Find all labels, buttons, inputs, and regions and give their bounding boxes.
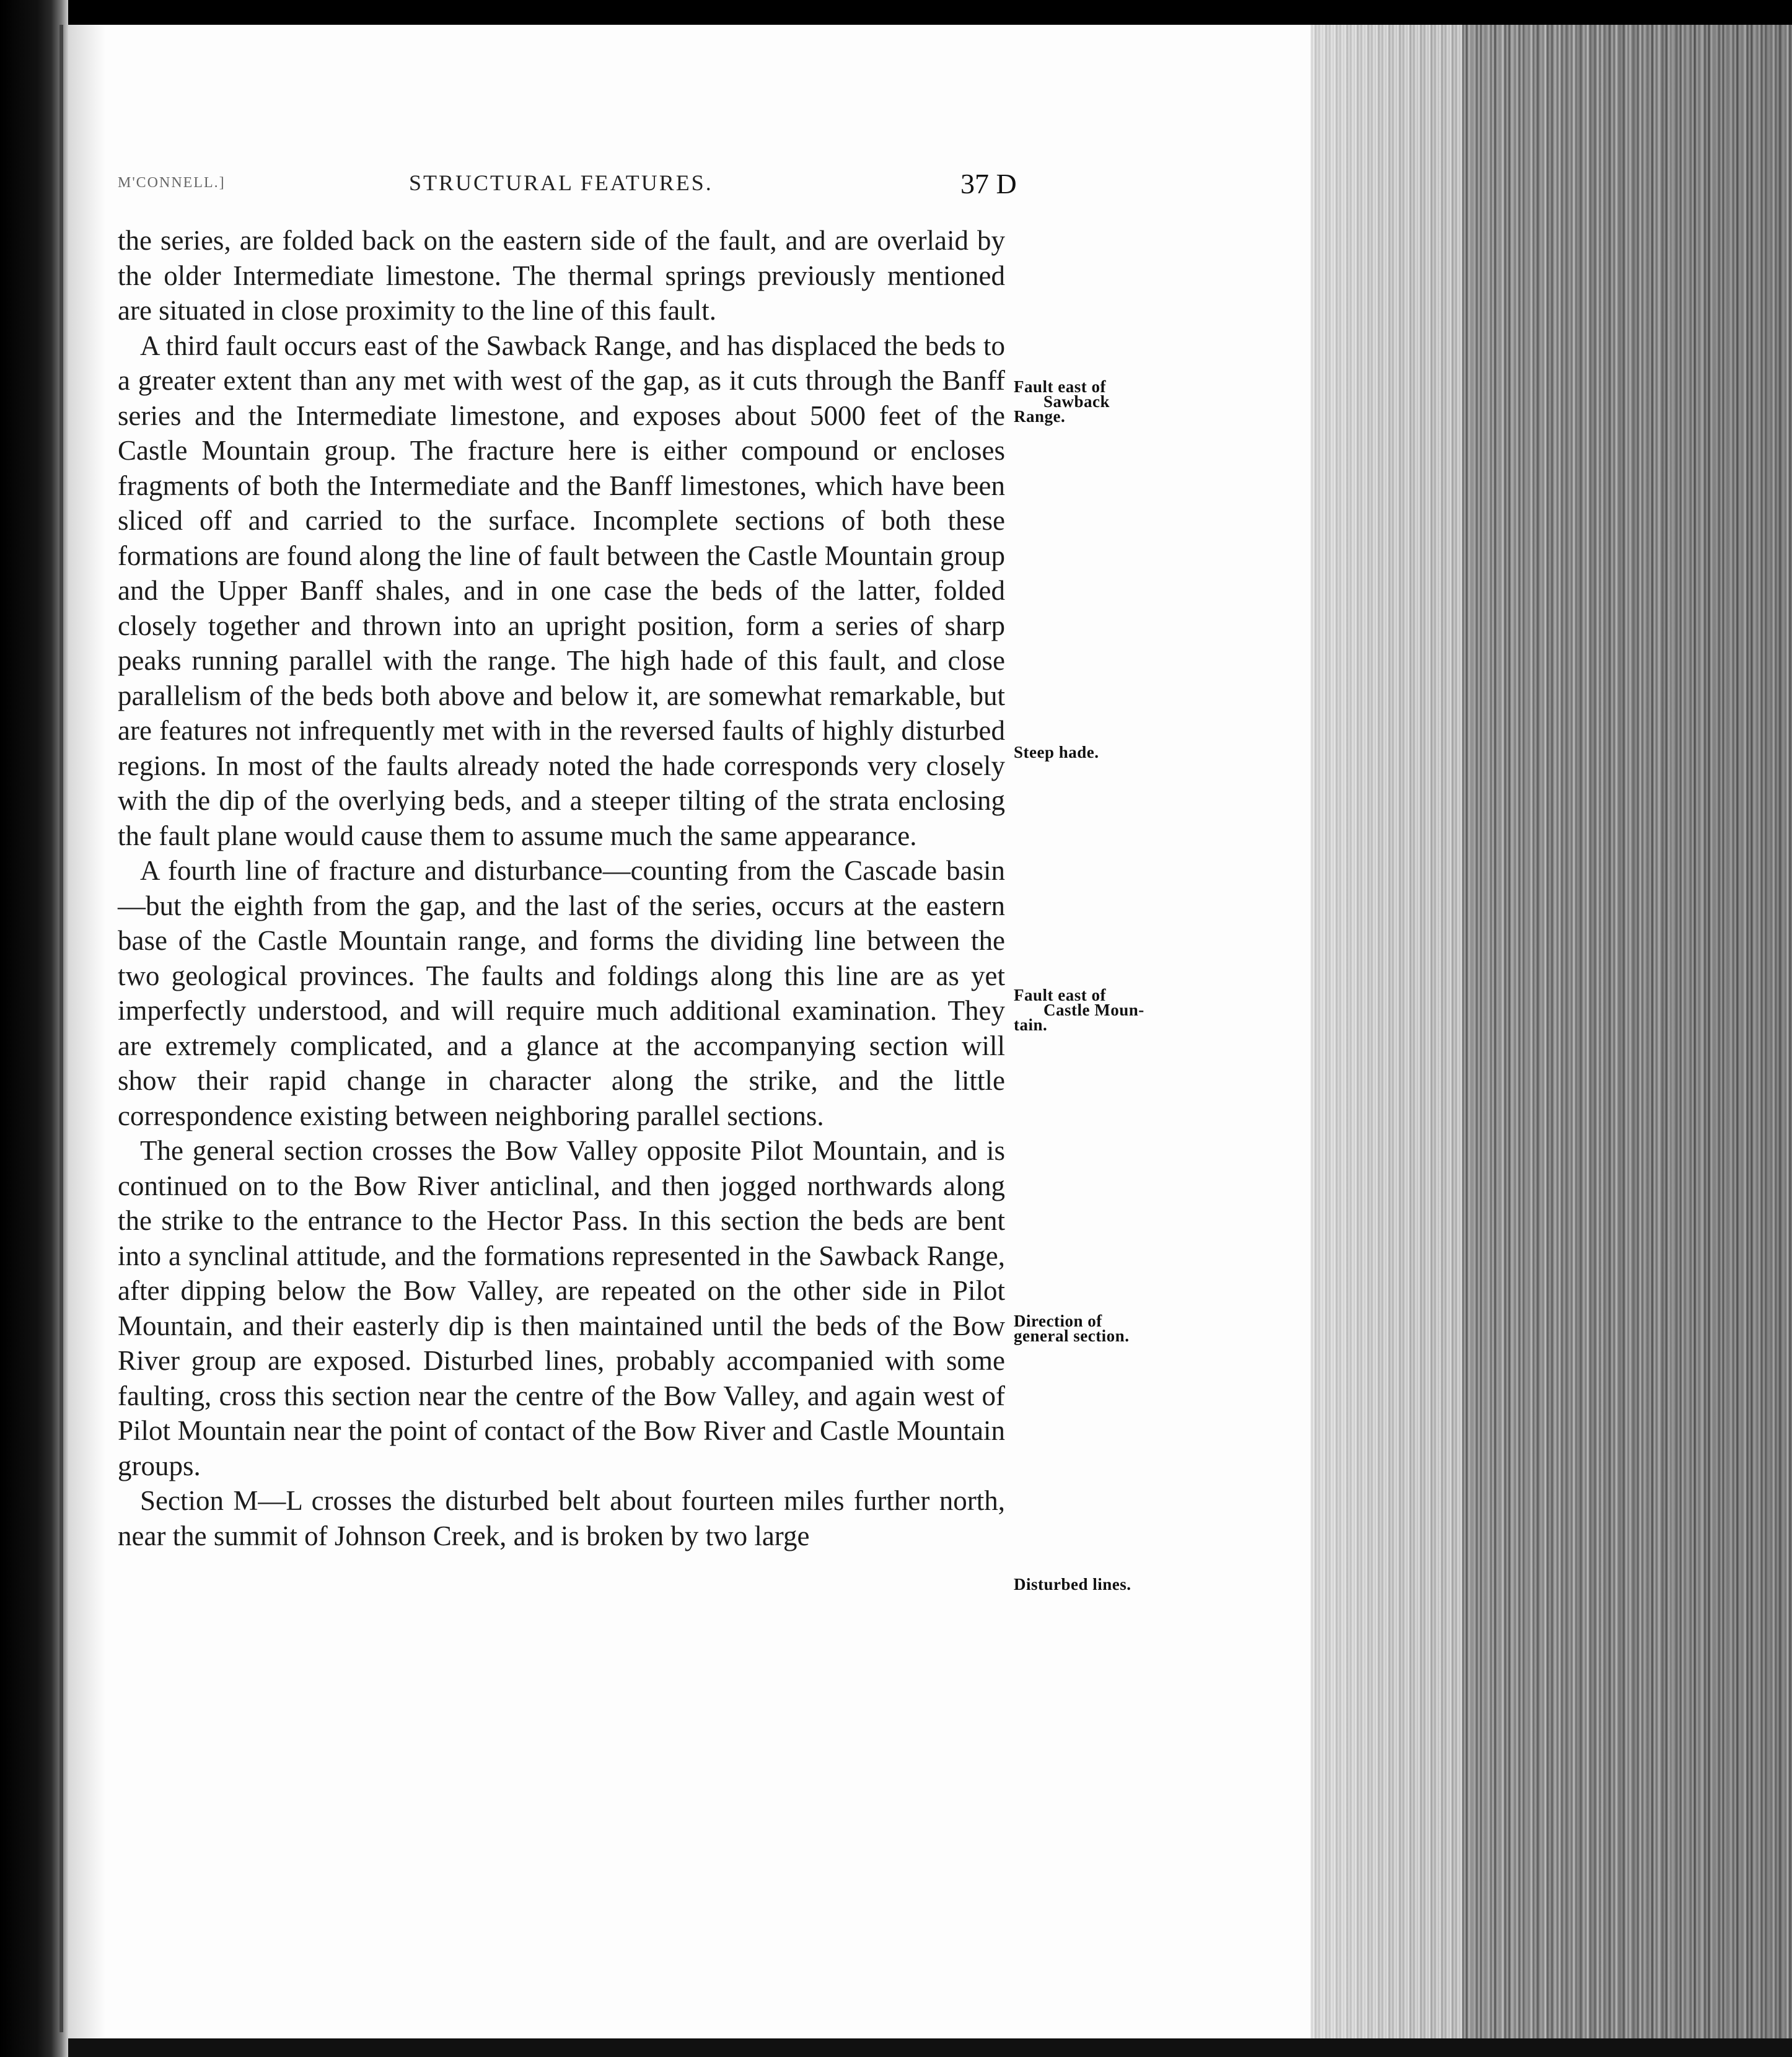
margin-note-line: Steep hade. [1014,743,1099,761]
paragraph-1: the series, are folded back on the eastern side of the fault, and are overlaid by the older Intermediate limestone. The thermal springs previously mentioned are situated in close proximity to the line of this fault. [118,225,1005,326]
scan-bottom-border [68,2038,1792,2057]
margin-note-fault-sawback [1014,379,1175,424]
page-gutter-shadow [68,25,105,2045]
book-spine-edge [59,25,63,2032]
paragraph-2: A third fault occurs east of the Sawback Range, and has displaced the beds to a greater extent than any met with west of the gap, as it cuts through the Banff series and the Intermediate limestone, and exposes about 5000 feet of the Castle Mountain group. The fracture here is either compound or encloses fragments of both the Intermediate and the Banff limestones, which have been sliced off and carried to the surface. Incomplete sections of both these formations are found along the line of fault between the Castle Mountain group and the Upper Banff shales, and in one case the beds of the latter, folded closely together and thrown into an upright position, form a series of sharp peaks running parallel with the range. The high hade of this fault, and close parallelism of the beds both above and below it, are somewhat remarkable, but are features not infrequently met with in the reversed faults of highly disturbed regions. In most of the faults already noted the hade corresponds very closely with the dip of the overlying beds, and a steeper tilting of the strata enclosing the fault plane would cause them to assume much the same appearance. [118,330,1005,851]
margin-note-fault-castle [1014,988,1175,1032]
margin-note-line: Range. [1014,407,1066,426]
page-number: 37 D [960,168,1017,200]
margin-note-direction [1014,1314,1175,1343]
scan-left-gutter [0,0,68,2057]
page-stack-shade [1311,25,1792,2038]
margin-note-line: Fault east of [1014,986,1106,1004]
margin-note-line: general section. [1014,1327,1130,1345]
paragraph-5: Section M—L crosses the disturbed belt about fourteen miles further north, near the summit of Johnson Creek, and is broken by two large [118,1485,1005,1551]
running-title: STRUCTURAL FEATURES. [409,170,713,195]
body-text [118,223,1005,1553]
margin-note-line: Fault east of [1014,377,1106,396]
margin-note-line: tain. [1014,1015,1048,1034]
margin-note-line: Disturbed lines. [1014,1575,1131,1594]
paragraph-3: A fourth line of fracture and disturbance—counting from the Cascade basin—but the eighth from the gap, and the last of the series, occurs at the eastern base of the Castle Mountain range, and forms the dividing line between the two geological provinces. The faults and foldings along this line are as yet imperfectly understood, and will require much additional examination. They are extremely complicated, and a glance at the accompanying section will show their rapid change in character along the strike, and the little correspondence existing between neighboring parallel sections. [118,855,1005,1131]
margin-note-disturbed [1014,1577,1175,1592]
margin-note-line: Castle Moun- [1043,1001,1144,1019]
running-header [118,167,1022,204]
paragraph-4: The general section crosses the Bow Valley opposite Pilot Mountain, and is continued on to the Bow River anticlinal, and then jogged northwards along the strike to the entrance to the Hector Pass. In this section the beds are bent into a synclinal attitude, and the formations represented in the Sawback Range, after dipping below the Bow Valley, are repeated on the other side in Pilot Mountain, and their easterly dip is then maintained until the beds of the Bow River group are exposed. Disturbed lines, probably accompanied with some faulting, cross this section near the centre of the Bow Valley, and again west of Pilot Mountain near the point of contact of the Bow River and Castle Mountain groups. [118,1135,1005,1481]
margin-note-line: Sawback [1043,392,1110,411]
scan-top-border [0,0,1792,25]
margin-note-steep-hade [1014,745,1175,760]
running-author: M'CONNELL.] [118,175,226,191]
margin-note-line: Direction of [1014,1312,1102,1330]
